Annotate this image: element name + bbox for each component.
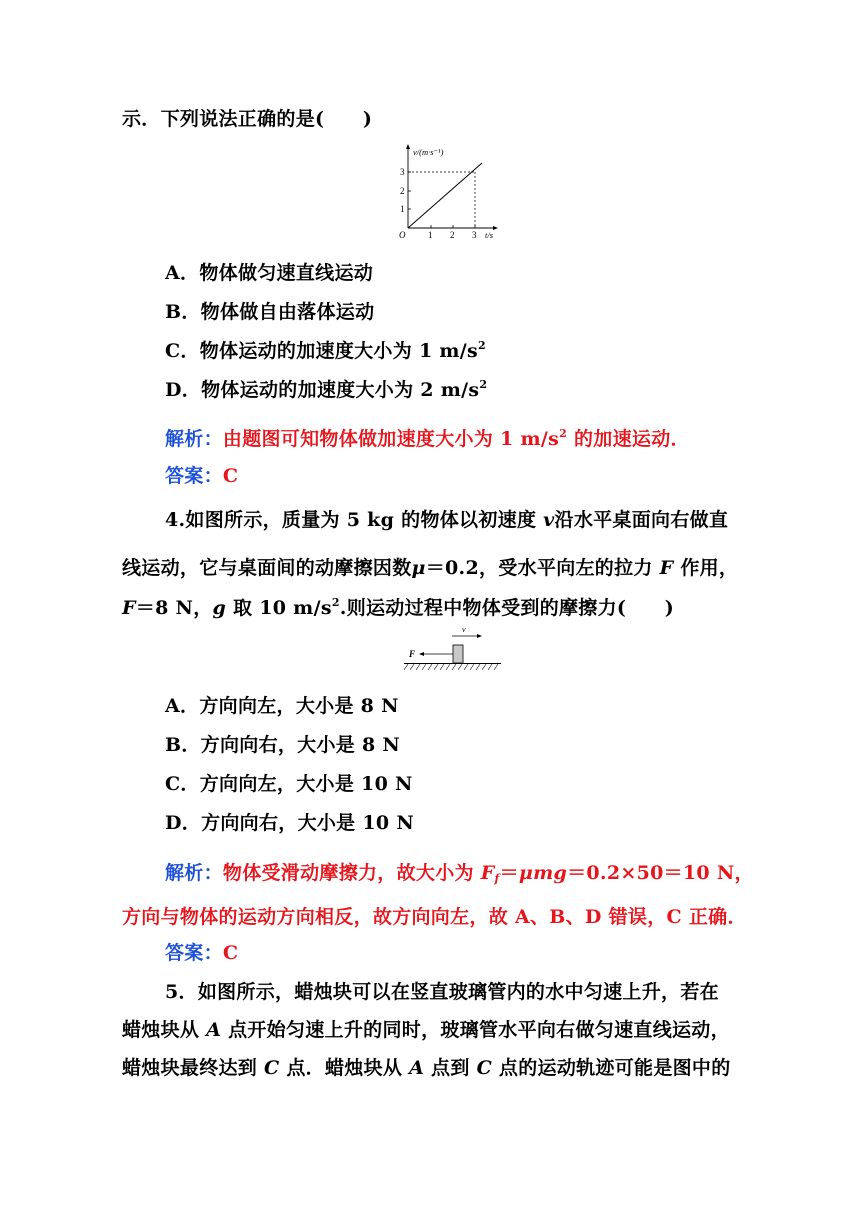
velocity-time-graph (392, 144, 504, 240)
v-t-line (408, 163, 482, 228)
q5-stem-line-2: 蜡烛块从 A 点开始匀速上升的同时，玻璃管水平向右做匀速直线运动， (122, 1019, 730, 1041)
q4-answer: 答案：C (165, 942, 239, 964)
y-axis-label: v/(m·s⁻¹) (413, 147, 444, 157)
q3-stem-tail: 示．下列说法正确的是( ) (122, 108, 373, 130)
q5-stem-line-1: 5．如图所示，蜡烛块可以在竖直玻璃管内的水中匀速上升，若在 (165, 981, 719, 1003)
q3-option-a: A．物体做匀速直线运动 (165, 262, 374, 284)
q3-option-b: B．物体做自由落体运动 (165, 301, 375, 323)
q4-stem-line-2: 线运动，它与桌面间的动摩擦因数μ＝0.2，受水平向左的拉力 F 作用， (122, 557, 739, 579)
q4-stem-line-1: 4.如图所示，质量为 5 kg 的物体以初速度 v沿水平桌面向右做直 (165, 509, 729, 531)
x-axis-label: t/s (485, 230, 494, 240)
analysis-label: 解析： (165, 428, 223, 450)
q3-analysis: 解析：由题图可知物体做加速度大小为 1 $m/s^2$ 的加速运动． (165, 427, 690, 450)
x-tick-2: 2 (450, 230, 455, 240)
q5-stem-line-3: 蜡烛块最终达到 C 点．蜡烛块从 A 点到 C 点的运动轨迹可能是图中的 (122, 1057, 731, 1079)
answer-label: 答案： (165, 942, 223, 964)
v-label: v (462, 625, 466, 634)
q4-option-d: D．方向向右，大小是 10 N (165, 812, 415, 834)
q3-option-d: D．物体运动的加速度大小为 2 $m/s^2$ (165, 378, 488, 401)
q3-answer: 答案：C (165, 465, 239, 487)
q4-option-c: C．方向向左，大小是 10 N (165, 773, 413, 795)
q4-option-b: B．方向向右，大小是 8 N (165, 734, 401, 756)
q4-stem-line-3: F＝8 N，g 取 10 $m/s^2$.则运动过程中物体受到的摩擦力( ) (122, 596, 675, 619)
origin-label: O (399, 230, 406, 240)
y-tick-1: 1 (400, 204, 405, 214)
q4-option-a: A．方向向左，大小是 8 N (165, 695, 399, 717)
F-label: F (409, 649, 416, 659)
q4-analysis-line-1: 解析：物体受滑动摩擦力，故大小为 $F_f=\mu mg=0.2\times 50=10$ N， (165, 862, 754, 885)
x-tick-1: 1 (428, 230, 433, 240)
answer-label: 答案： (165, 465, 223, 487)
q4-analysis-line-2: 方向与物体的运动方向相反，故方向向左，故 A、B、D 错误，C 正确． (122, 906, 747, 928)
block (453, 645, 463, 663)
analysis-label: 解析： (165, 862, 223, 884)
x-tick-3: 3 (472, 230, 477, 240)
block-on-table-figure (404, 624, 504, 674)
q3-option-c: C．物体运动的加速度大小为 1 $m/s^2$ (165, 339, 486, 362)
y-tick-3: 3 (400, 167, 405, 177)
y-tick-2: 2 (400, 186, 405, 196)
